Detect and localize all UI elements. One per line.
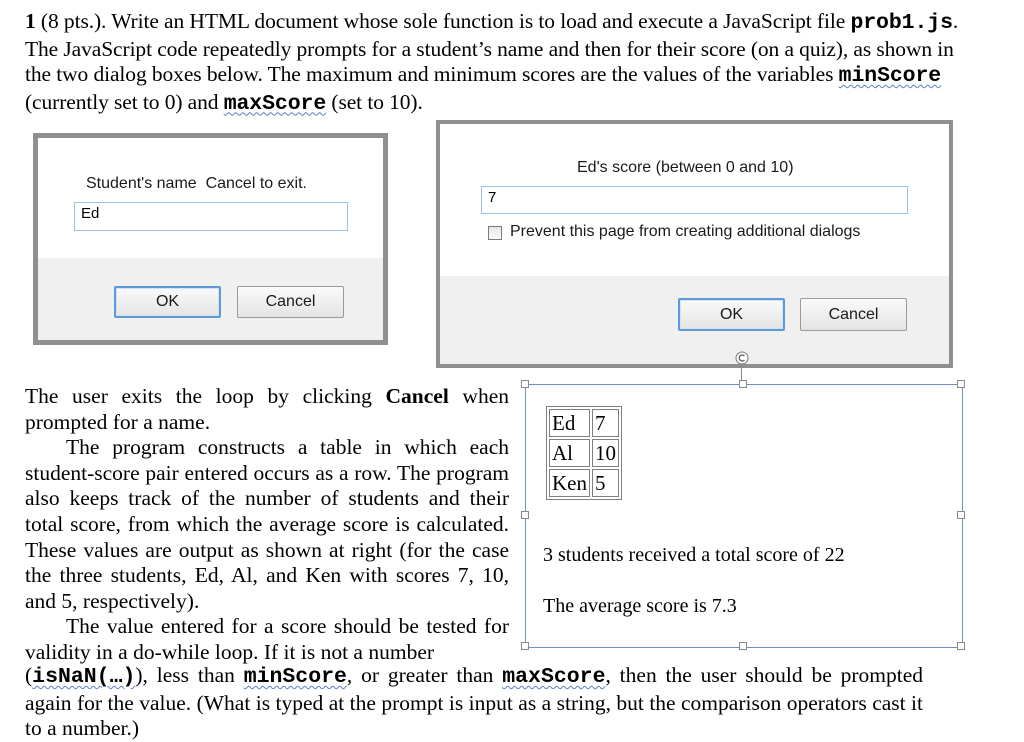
resize-handle[interactable] <box>957 380 965 388</box>
var-minscore: minScore <box>838 64 942 88</box>
tail-text-2: , or greater than <box>346 663 503 687</box>
score-ok-button[interactable]: OK <box>678 298 785 331</box>
score-input[interactable]: 7 <box>481 186 908 214</box>
score-dialog <box>440 124 949 364</box>
score-table <box>546 406 622 500</box>
intro-text-lead: (8 pts.). Write an HTML document whose sole function is to load and execute a JavaScript file <box>35 9 846 33</box>
tail-var-minscore: minScore <box>243 665 347 689</box>
name-input[interactable]: Ed <box>74 202 348 231</box>
p1-cancel-bold: Cancel <box>385 384 449 408</box>
resize-handle[interactable] <box>521 642 529 650</box>
resize-handle[interactable] <box>739 642 747 650</box>
score-dialog-frame <box>436 120 953 368</box>
table-cell-name: Ken <box>549 469 590 497</box>
intro-text-1: . The JavaScript code repeatedly prompts for a student’s name and then for their score (on a quiz), as shown in the two dialog boxes below. The maximum and minimum scores are the values of the variables <box>25 9 959 86</box>
name-ok-button[interactable]: OK <box>114 286 221 318</box>
name-dialog <box>38 138 383 340</box>
score-prompt-text: Ed's score (between 0 and 10) <box>577 159 794 176</box>
intro-text-3: (set to 10). <box>326 89 423 114</box>
table-cell-score: 7 <box>592 409 619 437</box>
resize-handle[interactable] <box>957 511 965 519</box>
file-name: prob1.js <box>850 11 953 35</box>
body-text <box>25 384 509 666</box>
summary-text: 3 students received a total score of 22 <box>543 544 845 566</box>
intro-text-2: (currently set to 0) and <box>25 89 224 114</box>
paragraph-validity: The value entered for a score should be tested for validity in a do-while loop. If it is not a number <box>25 614 509 664</box>
tail-open: ( <box>25 663 33 687</box>
name-prompt-text: Student's name Cancel to exit. <box>86 175 307 192</box>
question-number: 1 <box>25 9 36 33</box>
p1-text-a: The user exits the loop by clicking <box>25 384 386 408</box>
paragraph-exit <box>25 384 509 435</box>
table-cell-score: 10 <box>592 439 619 467</box>
table-row <box>549 439 619 467</box>
p1-text-b: when prompted for a name. <box>25 384 509 434</box>
tail-text <box>25 663 923 742</box>
name-dialog-frame <box>33 133 388 345</box>
table-cell-name: Al <box>549 439 590 467</box>
table-row <box>549 469 619 497</box>
paragraph-table: The program constructs a table in which each student-score pair entered occurs as a row. The program also keeps track of the number of students and their total score, from which the average score is calculated. These values are output as shown at right (for the case the three students, Ed, Al, and Ken with scores 7, 10, and 5, respectively). <box>25 435 509 613</box>
resize-handle[interactable] <box>957 642 965 650</box>
resize-handle[interactable] <box>521 380 529 388</box>
checkbox-label: Prevent this page from creating additional dialogs <box>510 223 861 240</box>
tail-text-1: ), less than <box>135 663 244 687</box>
var-maxscore: maxScore <box>223 91 327 116</box>
average-text: The average score is 7.3 <box>543 595 737 617</box>
resize-handle[interactable] <box>739 380 747 388</box>
table-cell-name: Ed <box>549 409 590 437</box>
tail-text-3: , then the user should be prompted again for the value. (What is typed at the prompt is input as a string, but the comparison operators cast it to a number.) <box>25 663 923 741</box>
question-intro <box>25 9 985 117</box>
score-cancel-button[interactable]: Cancel <box>800 298 907 331</box>
name-cancel-button[interactable]: Cancel <box>237 286 344 318</box>
paragraph-tail <box>25 663 923 742</box>
tail-var-maxscore: maxScore <box>502 665 606 689</box>
checkbox-icon[interactable] <box>488 226 502 240</box>
rotate-stem <box>741 365 742 380</box>
fn-isnan: isNaN(…) <box>32 665 136 689</box>
resize-handle[interactable] <box>521 511 529 519</box>
output-picture[interactable] <box>525 384 963 648</box>
table-cell-score: 5 <box>592 469 619 497</box>
table-row <box>549 409 619 437</box>
rotate-icon[interactable] <box>735 351 749 365</box>
